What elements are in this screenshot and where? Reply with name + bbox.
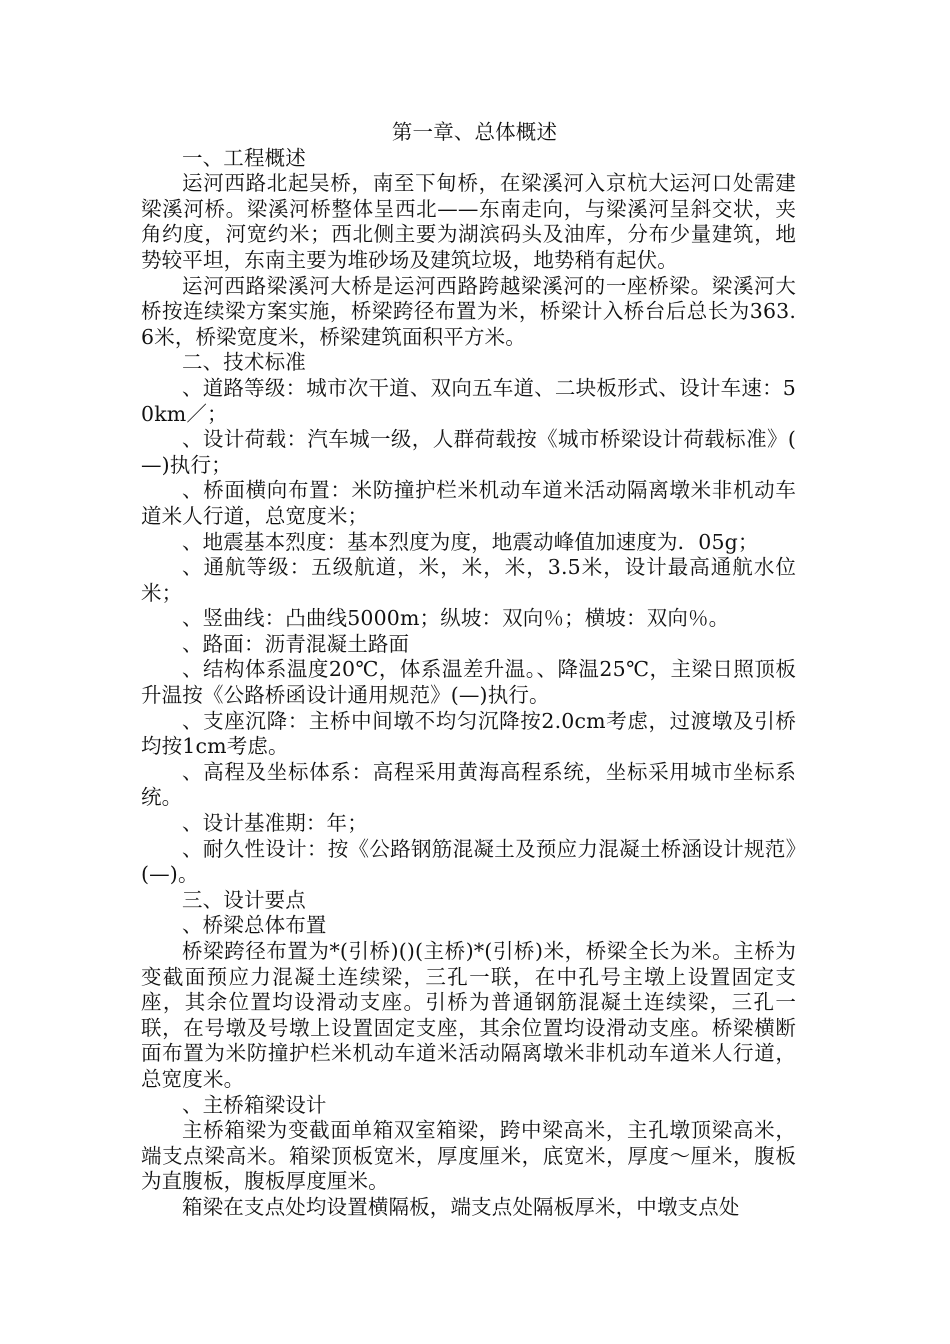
standard-pavement: 、路面：沥青混凝土路面 <box>182 631 410 656</box>
standard-durability: 、耐久性设计：按《公路钢筋混凝土及预应力混凝土桥涵设计规范》(—)。 <box>141 836 796 887</box>
standard-design-period: 、设计基准期：年； <box>182 811 368 836</box>
subheading-overall-layout: 、桥梁总体布置 <box>182 913 327 938</box>
subheading-box-girder: 、主桥箱梁设计 <box>182 1092 327 1117</box>
paragraph-bridge-summary: 运河西路梁溪河大桥是运河西路跨越梁溪河的一座桥梁。梁溪河大桥按连续梁方案实施，桥梁跨径布置为米，桥梁计入桥台后总长为363.6米，桥梁宽度米，桥梁建筑面积平方米。 <box>141 273 796 349</box>
document-body <box>141 120 796 1221</box>
section-heading-overview: 一、工程概述 <box>182 145 306 170</box>
paragraph-diaphragm: 箱梁在支点处均设置横隔板，端支点处隔板厚米，中墩支点处 <box>182 1194 740 1219</box>
chapter-title: 第一章、总体概述 <box>391 120 558 144</box>
paragraph-overall-layout: 桥梁跨径布置为*(引桥)()(主桥)*(引桥)米，桥梁全长为米。主桥为变截面预应力混凝土连续梁，三孔一联，在中孔号主墩上设置固定支座，其余位置均设滑动支座。引桥为普通钢筋混凝土连续梁，三孔一联，在号墩及号墩上设置固定支座，其余位置均设滑动支座。桥梁横断面布置为米防撞护栏米机动车道米活动隔离墩米非机动车道米人行道，总宽度米。 <box>141 939 796 1091</box>
standard-settlement: 、支座沉降：主桥中间墩不均匀沉降按2.0cm考虑，过渡墩及引桥均按1cm考虑。 <box>141 708 796 759</box>
section-heading-design-points: 三、设计要点 <box>182 887 306 912</box>
standard-coordinate-system: 、高程及坐标体系：高程采用黄海高程系统，坐标采用城市坐标系统。 <box>141 759 796 810</box>
standard-seismic: 、地震基本烈度：基本烈度为度，地震动峰值加速度为．05g； <box>182 529 759 554</box>
paragraph-project-location: 运河西路北起吴桥，南至下甸桥，在梁溪河入京杭大运河口处需建梁溪河桥。梁溪河桥整体呈西北——东南走向，与梁溪河呈斜交状，夹角约度，河宽约米；西北侧主要为湖滨码头及油库，分布少量建筑，地势较平坦，东南主要为堆砂场及建筑垃圾，地势稍有起伏。 <box>141 171 796 272</box>
standard-design-load: 、设计荷载：汽车城一级，人群荷载按《城市桥梁设计荷载标准》( —)执行； <box>141 427 796 477</box>
standard-navigation: 、通航等级：五级航道，米，米，米，3.5米，设计最高通航水位米； <box>141 555 796 605</box>
standard-temperature: 、结构体系温度20℃，体系温差升温。、降温25℃，主梁日照顶板升温按《公路桥函设计通用规范》(—)执行。 <box>141 657 796 708</box>
standard-deck-layout: 、桥面横向布置：米防撞护栏米机动车道米活动隔离墩米非机动车道米人行道，总宽度米； <box>141 478 796 528</box>
section-heading-technical-standards: 二、技术标准 <box>182 350 306 375</box>
standard-road-grade: 、道路等级：城市次干道、双向五车道、二块板形式、设计车速：50km／； <box>141 375 796 426</box>
paragraph-box-girder: 主桥箱梁为变截面单箱双室箱梁，跨中梁高米，主孔墩顶梁高米，端支点梁高米。箱梁顶板宽米，厚度厘米，底宽米，厚度～厘米，腹板为直腹板，腹板厚度厘米。 <box>141 1118 796 1194</box>
standard-vertical-curve: 、竖曲线：凸曲线5000m；纵坡：双向％；横坡：双向％。 <box>182 606 730 631</box>
